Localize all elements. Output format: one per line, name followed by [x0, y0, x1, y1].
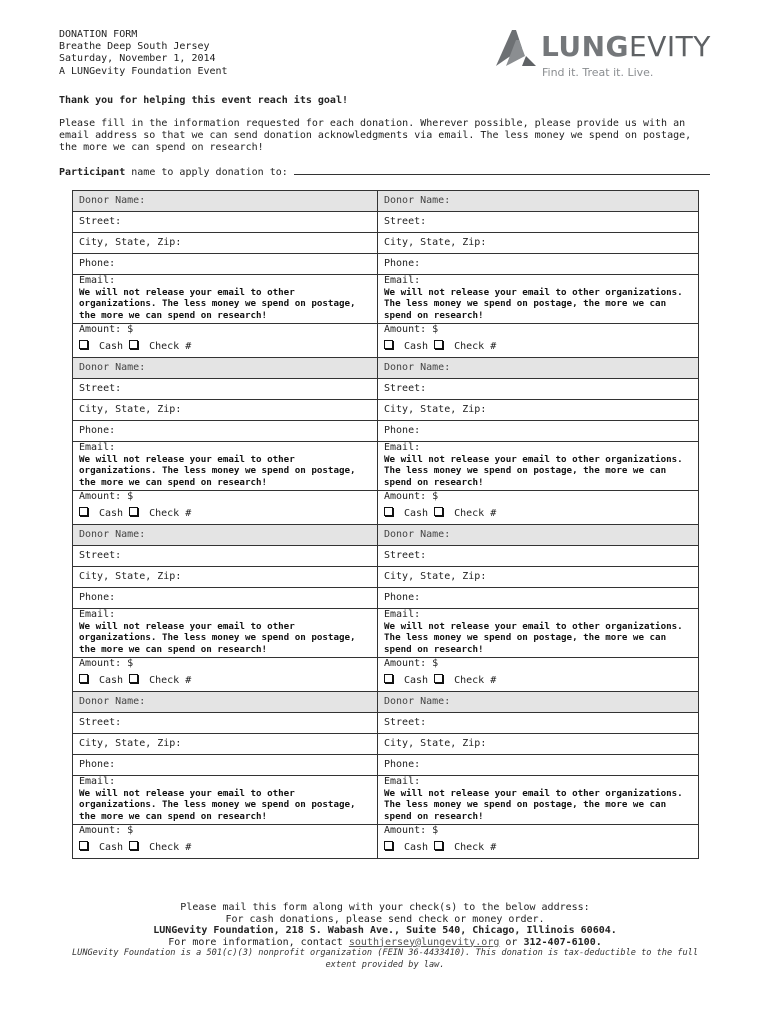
- street-field[interactable]: Street:: [73, 379, 378, 400]
- email-privacy-note: We will not release your email to other organizations. The less money we spend on postage, the more we can spend on research!: [384, 453, 683, 488]
- form-title: DONATION FORM: [59, 29, 138, 40]
- city-state-zip-field[interactable]: City, State, Zip:: [378, 233, 699, 254]
- cash-checkbox[interactable]: [79, 841, 88, 850]
- city-state-zip-field[interactable]: City, State, Zip:: [378, 567, 699, 588]
- email-label: Email:: [79, 442, 116, 453]
- donor-row: [73, 275, 699, 324]
- donor-row: [73, 504, 699, 525]
- amount-field[interactable]: Amount: $: [378, 825, 699, 839]
- donor-row: [73, 212, 699, 233]
- check-label: Check #: [454, 675, 497, 686]
- city-state-zip-field[interactable]: City, State, Zip:: [378, 400, 699, 421]
- payment-method: [73, 337, 378, 358]
- donor-name-field[interactable]: Donor Name:: [73, 358, 378, 379]
- contact-email-link[interactable]: southjersey@lungevity.org: [348, 936, 500, 948]
- logo-tagline: Find it. Treat it. Live.: [542, 66, 654, 79]
- email-field[interactable]: [378, 442, 699, 491]
- email-privacy-note: We will not release your email to other organizations. The less money we spend on postage, the more we can spend on research!: [384, 286, 683, 321]
- donor-row: [73, 671, 699, 692]
- city-state-zip-field[interactable]: City, State, Zip:: [73, 400, 378, 421]
- donor-row: [73, 588, 699, 609]
- footer-address: LUNGevity Foundation, 218 S. Wabash Ave., Suite 540, Chicago, Illinois 60604.: [153, 925, 617, 937]
- donor-row: [73, 379, 699, 400]
- street-field[interactable]: Street:: [378, 379, 699, 400]
- email-field[interactable]: [378, 609, 699, 658]
- cash-label: Cash: [99, 508, 124, 519]
- phone-field[interactable]: Phone:: [73, 755, 378, 776]
- email-label: Email:: [384, 442, 421, 453]
- email-label: Email:: [79, 275, 116, 286]
- donor-name-field[interactable]: Donor Name:: [378, 358, 699, 379]
- email-field[interactable]: [73, 275, 378, 324]
- cash-checkbox[interactable]: [79, 340, 88, 349]
- phone-field[interactable]: Phone:: [378, 421, 699, 442]
- amount-field[interactable]: Amount: $: [73, 825, 378, 839]
- check-label: Check #: [454, 842, 497, 853]
- check-checkbox[interactable]: [434, 507, 443, 516]
- cash-label: Cash: [99, 675, 124, 686]
- donor-name-field[interactable]: Donor Name:: [378, 525, 699, 546]
- donor-row: [73, 337, 699, 358]
- participant-label: Participant: [59, 167, 126, 178]
- amount-field[interactable]: Amount: $: [73, 658, 378, 672]
- city-state-zip-field[interactable]: City, State, Zip:: [73, 233, 378, 254]
- street-field[interactable]: Street:: [378, 212, 699, 233]
- donor-row: [73, 567, 699, 588]
- check-checkbox[interactable]: [129, 507, 138, 516]
- city-state-zip-field[interactable]: City, State, Zip:: [378, 734, 699, 755]
- check-label: Check #: [454, 508, 497, 519]
- amount-field[interactable]: Amount: $: [378, 324, 699, 338]
- cash-checkbox[interactable]: [79, 674, 88, 683]
- check-checkbox[interactable]: [434, 340, 443, 349]
- check-checkbox[interactable]: [129, 340, 138, 349]
- email-field[interactable]: [73, 442, 378, 491]
- lungevity-mark-icon: [492, 26, 538, 70]
- phone-field[interactable]: Phone:: [73, 588, 378, 609]
- street-field[interactable]: Street:: [73, 546, 378, 567]
- email-field[interactable]: [73, 609, 378, 658]
- donor-name-field[interactable]: Donor Name:: [73, 191, 378, 212]
- donor-row: [73, 358, 699, 379]
- payment-method: [378, 337, 699, 358]
- check-label: Check #: [149, 842, 192, 853]
- participant-line: [59, 165, 719, 178]
- donor-row: [73, 713, 699, 734]
- cash-label: Cash: [404, 341, 429, 352]
- email-field[interactable]: [378, 776, 699, 825]
- footer-cash-instructions: For cash donations, please send check or money order.: [225, 913, 545, 925]
- email-privacy-note: We will not release your email to other organizations. The less money we spend on postage, the more we can spend on research!: [384, 787, 683, 822]
- email-privacy-note: We will not release your email to other organizations. The less money we spend on postage, the more we can spend on research!: [79, 620, 356, 655]
- payment-method: [378, 504, 699, 525]
- donor-table: [72, 190, 699, 859]
- participant-text: name to apply donation to:: [125, 167, 294, 178]
- email-field[interactable]: [378, 275, 699, 324]
- check-label: Check #: [149, 341, 192, 352]
- event-date: Saturday, November 1, 2014: [59, 53, 216, 65]
- event-org: A LUNGevity Foundation Event: [59, 65, 228, 77]
- donor-row: [73, 421, 699, 442]
- form-header: [59, 29, 228, 78]
- donor-row: [73, 400, 699, 421]
- email-privacy-note: We will not release your email to other organizations. The less money we spend on postage, the more we can spend on research!: [384, 620, 683, 655]
- donor-name-field[interactable]: Donor Name:: [378, 191, 699, 212]
- street-field[interactable]: Street:: [73, 713, 378, 734]
- participant-name-field[interactable]: [294, 165, 710, 175]
- footer: [59, 902, 711, 972]
- cash-label: Cash: [404, 842, 429, 853]
- donor-row: [73, 546, 699, 567]
- amount-field[interactable]: Amount: $: [73, 324, 378, 338]
- check-checkbox[interactable]: [434, 674, 443, 683]
- street-field[interactable]: Street:: [73, 212, 378, 233]
- street-field[interactable]: Street:: [378, 713, 699, 734]
- check-label: Check #: [149, 508, 192, 519]
- donor-row: [73, 692, 699, 713]
- email-label: Email:: [79, 776, 116, 787]
- lungevity-logo: [492, 26, 717, 84]
- donor-row: [73, 776, 699, 825]
- check-label: Check #: [454, 341, 497, 352]
- donor-row: [73, 324, 699, 338]
- cash-checkbox[interactable]: [79, 507, 88, 516]
- payment-method: [73, 504, 378, 525]
- contact-phone: 312-407-6100.: [523, 936, 602, 948]
- city-state-zip-field[interactable]: City, State, Zip:: [73, 567, 378, 588]
- donor-row: [73, 609, 699, 658]
- phone-field[interactable]: Phone:: [73, 254, 378, 275]
- footer-contact: For more information, contact southjersey@lungevity.org or 312-407-6100.: [168, 936, 602, 948]
- email-field[interactable]: [73, 776, 378, 825]
- payment-method: [378, 671, 699, 692]
- email-privacy-note: We will not release your email to other organizations. The less money we spend on postage, the more we can spend on research!: [79, 787, 356, 822]
- email-privacy-note: We will not release your email to other organizations. The less money we spend on postage, the more we can spend on research!: [79, 453, 356, 488]
- donor-row: [73, 734, 699, 755]
- cash-checkbox[interactable]: [384, 507, 393, 516]
- payment-method: [73, 671, 378, 692]
- cash-label: Cash: [404, 675, 429, 686]
- footer-legal: LUNGevity Foundation is a 501(c)(3) nonprofit organization (FEIN 36-4433410). This donation is tax-deductible to the full extent provided by law.: [71, 948, 699, 970]
- payment-method: [73, 838, 378, 859]
- cash-label: Cash: [99, 341, 124, 352]
- donor-name-field[interactable]: Donor Name:: [73, 525, 378, 546]
- logo-wordmark: LUNGEVITY: [541, 30, 711, 63]
- donor-row: [73, 838, 699, 859]
- donor-row: [73, 233, 699, 254]
- cash-checkbox[interactable]: [384, 841, 393, 850]
- donor-name-field[interactable]: Donor Name:: [73, 692, 378, 713]
- check-checkbox[interactable]: [129, 674, 138, 683]
- check-checkbox[interactable]: [129, 841, 138, 850]
- amount-field[interactable]: Amount: $: [378, 658, 699, 672]
- payment-method: [378, 838, 699, 859]
- email-label: Email:: [384, 776, 421, 787]
- phone-field[interactable]: Phone:: [378, 588, 699, 609]
- donor-row: [73, 191, 699, 212]
- cash-label: Cash: [404, 508, 429, 519]
- cash-checkbox[interactable]: [384, 340, 393, 349]
- phone-field[interactable]: Phone:: [378, 254, 699, 275]
- check-label: Check #: [149, 675, 192, 686]
- check-checkbox[interactable]: [434, 841, 443, 850]
- donor-row: [73, 755, 699, 776]
- thanks-heading: Thank you for helping this event reach its goal!: [59, 95, 348, 106]
- donor-row: [73, 658, 699, 672]
- email-privacy-note: We will not release your email to other organizations. The less money we spend on postage, the more we can spend on research!: [79, 286, 356, 321]
- event-name: Breathe Deep South Jersey: [59, 41, 210, 53]
- email-label: Email:: [79, 609, 116, 620]
- amount-field[interactable]: Amount: $: [73, 491, 378, 505]
- cash-checkbox[interactable]: [384, 674, 393, 683]
- donor-row: [73, 491, 699, 505]
- donor-row: [73, 442, 699, 491]
- donor-row: [73, 825, 699, 839]
- donor-row: [73, 525, 699, 546]
- intro-paragraph: Please fill in the information requested for each donation. Wherever possible, please provide us with an email address so that we can send donation acknowledgments via email. The less money we spend on postage, the more we can spend on research!: [59, 118, 692, 154]
- email-label: Email:: [384, 609, 421, 620]
- amount-field[interactable]: Amount: $: [378, 491, 699, 505]
- footer-mail-instructions: Please mail this form along with your check(s) to the below address:: [180, 902, 590, 913]
- email-label: Email:: [384, 275, 421, 286]
- street-field[interactable]: Street:: [378, 546, 699, 567]
- cash-label: Cash: [99, 842, 124, 853]
- donor-name-field[interactable]: Donor Name:: [378, 692, 699, 713]
- phone-field[interactable]: Phone:: [73, 421, 378, 442]
- phone-field[interactable]: Phone:: [378, 755, 699, 776]
- donor-row: [73, 254, 699, 275]
- city-state-zip-field[interactable]: City, State, Zip:: [73, 734, 378, 755]
